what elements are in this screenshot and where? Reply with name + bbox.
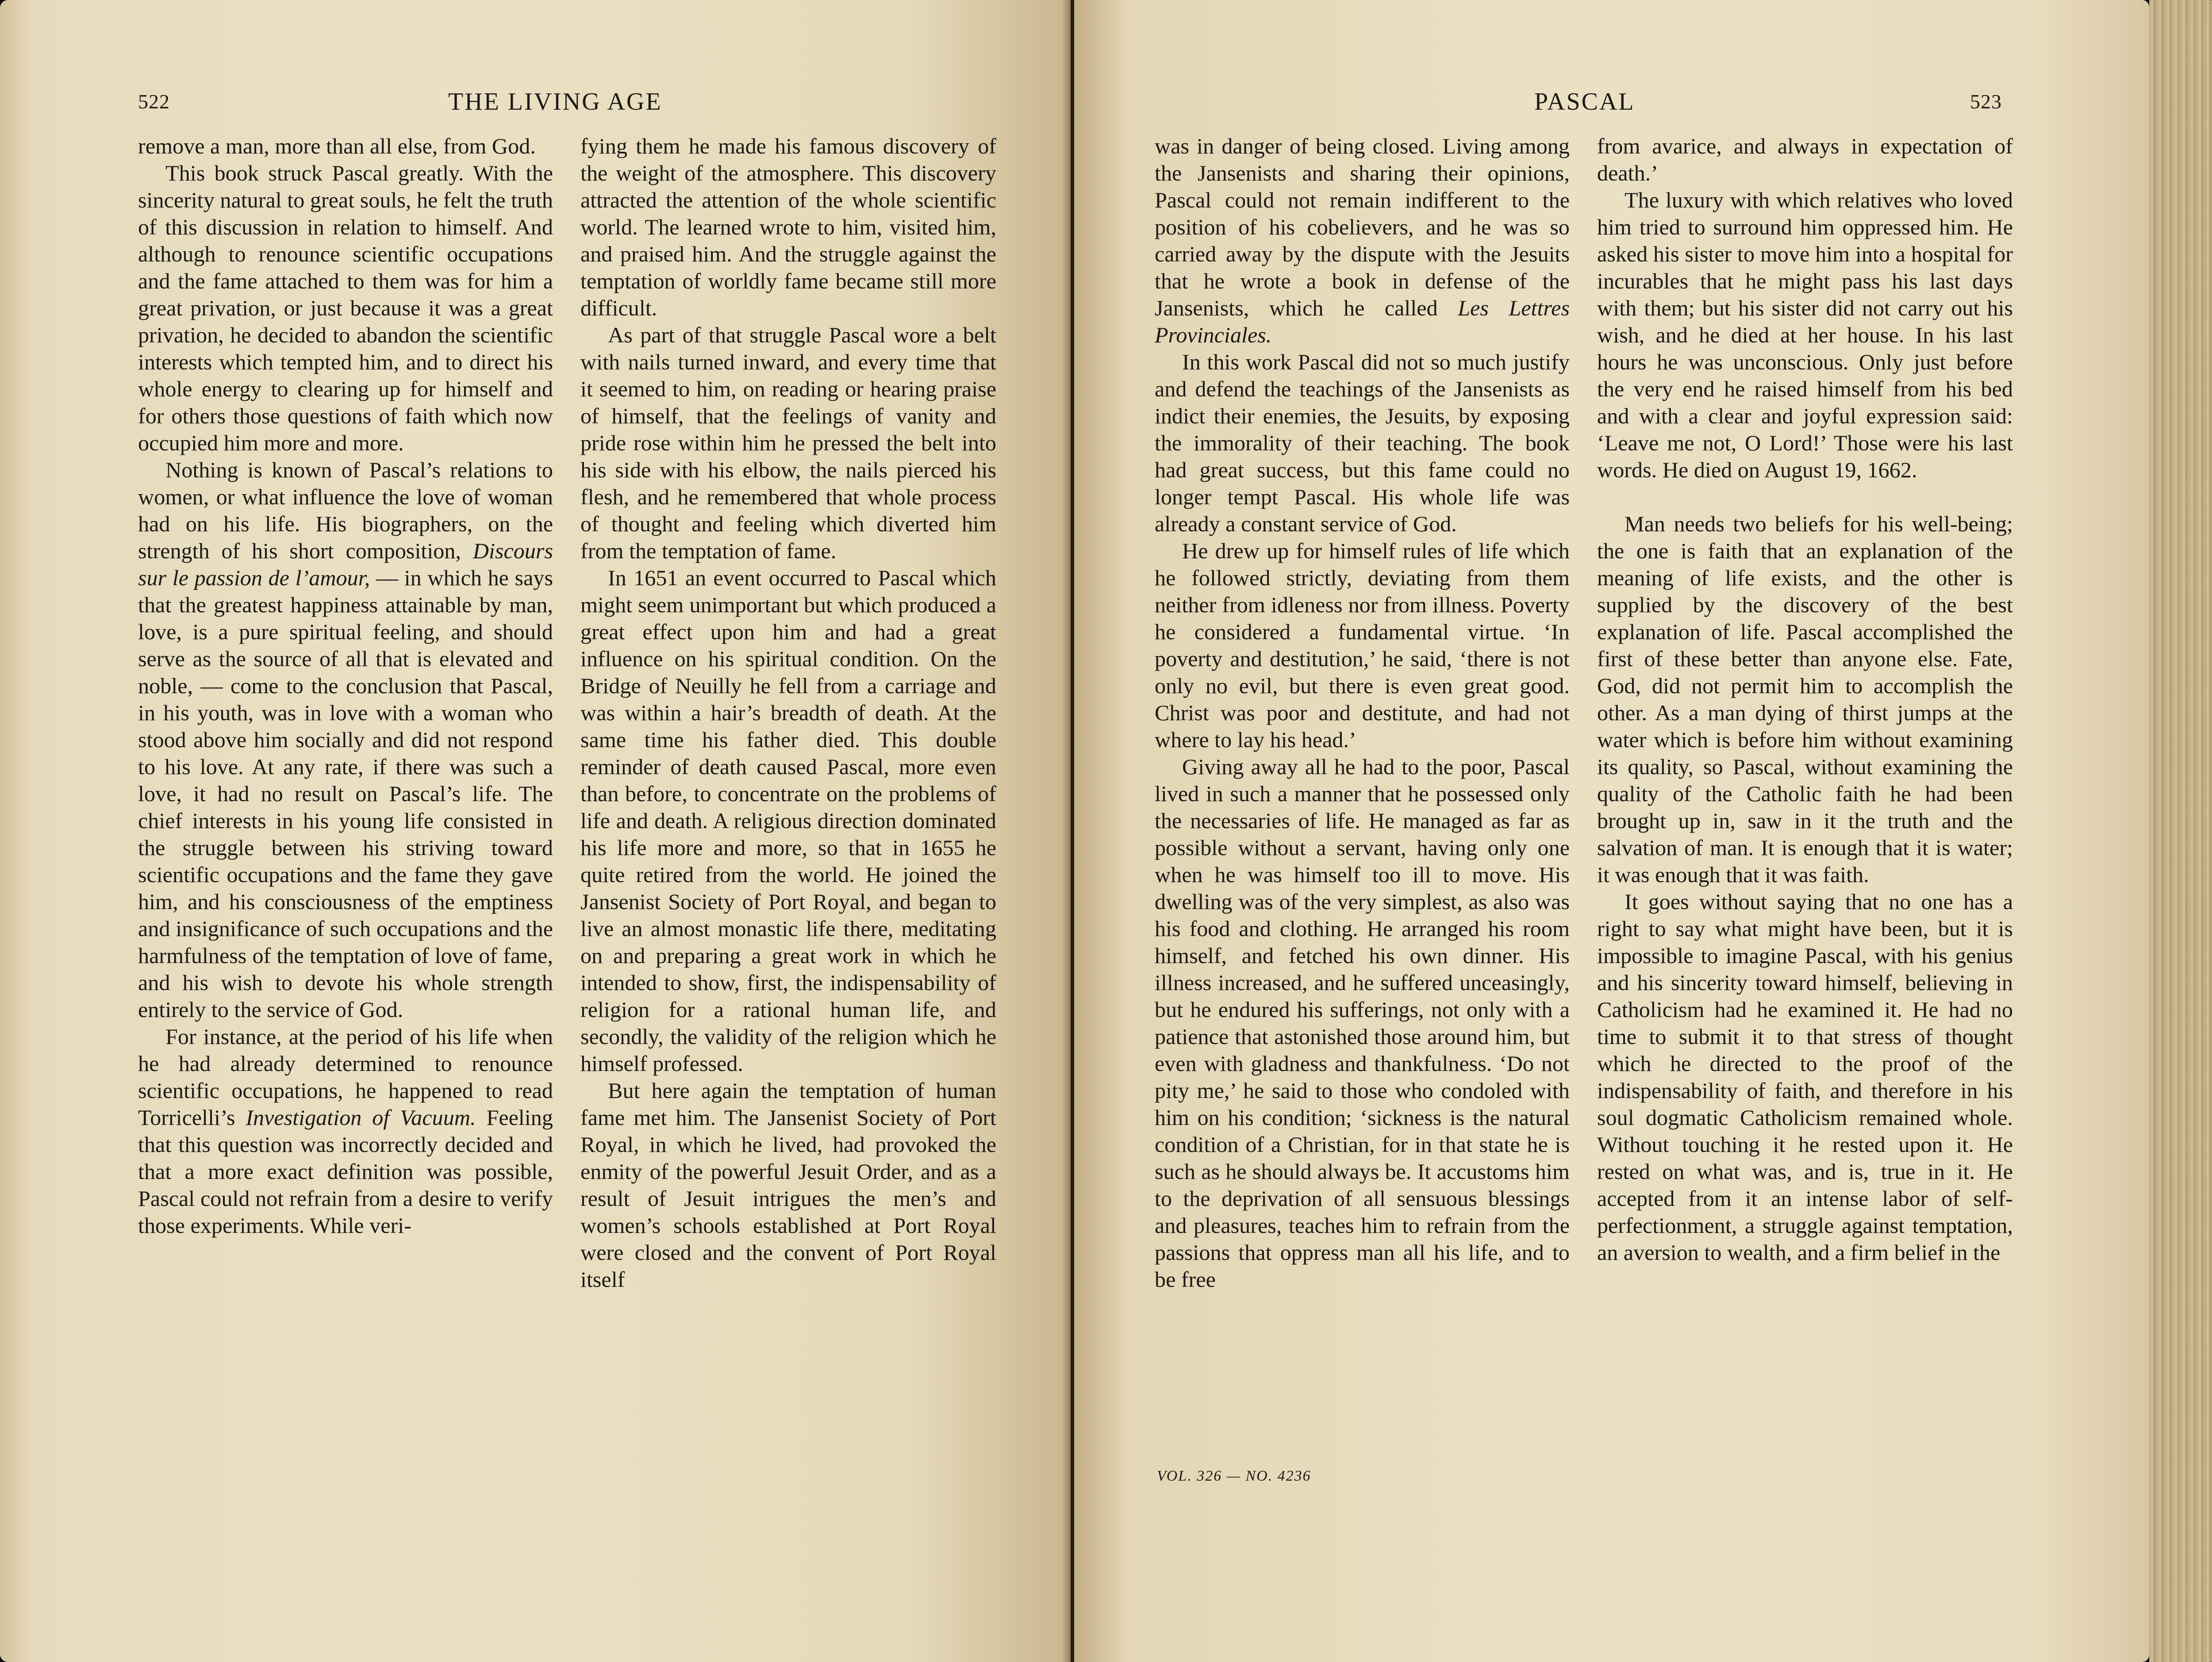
paragraph-text: — in which he says that the greatest happiness attainable by man, love, is a pure spiritual feeling, and should serve as the source of all that is elevated and noble, — come to the conclusion that Pascal, in his youth, was in love with a woman who stood above him socially and did not respond to his love. At any rate, if there was such a love, it had no result on Pascal’s life. The chief interests in his young life consisted in the struggle between his striving toward scientific occupations and the fame they gave him, and his consciousness of the emptiness and insignificance of such occupations and the harmfulness of the temptation of love of fame, and his wish to devote his whole strength entirely to the service of God.: [138, 565, 553, 1022]
left-page: [0, 0, 1071, 1662]
text-column-1: [1155, 133, 1570, 1293]
paragraph-text: Feeling that this question was incorrectly decided and that a more exact definition was possible, Pascal could not refrain from a desire to verify those experiments. While veri-: [138, 1105, 553, 1238]
paragraph: He drew up for himself rules of life which he followed strictly, deviating from them neither from idleness nor from illness. Poverty he considered a fundamental virtue. ‘In poverty and destitution,’ he said, ‘there is not only no evil, but there is even great good. Christ was poor and destitute, and had not where to lay his head.’: [1155, 538, 1570, 752]
italic-title: Discours sur le passion de l’amour,: [138, 538, 553, 590]
page-edges: [2149, 0, 2212, 1662]
paragraph: remove a man, more than all else, from God.: [138, 134, 536, 158]
paragraph: This book struck Pascal greatly. With the sincerity natural to great souls, he felt the truth of this discussion in relation to himself. And although to renounce scientific occupations and the fame attached to them was for him a great privation, or just because it was a great privation, he decided to abandon the scientific interests which tempted him, and to direct his whole energy to clearing up for himself and for others those questions of faith which now occupied him more and more.: [138, 161, 553, 455]
text-column-2: [1597, 133, 2013, 1266]
paragraph: In 1651 an event occurred to Pascal which might seem unimportant but which produced a great effect upon him and had a great influence on his spiritual condition. On the Bridge of Neuilly he fell from a carriage and was within a hair’s breadth of death. At the same time his father died. This double reminder of death caused Pascal, more even than before, to concentrate on the problems of life and death. A religious direction dominated his life more and more, so that in 1655 he quite retired from the world. He joined the Jansenist Society of Port Royal, and began to live an almost monastic life there, meditating on and preparing a great work in which he intended to show, first, the indispensability of religion for a rational human life, and secondly, the validity of the religion which he himself professed.: [580, 565, 996, 1076]
paragraph: In this work Pascal did not so much justify and defend the teachings of the Jansenists as indict their enemies, the Jesuits, by exposing the immorality of their teaching. The book had great success, but this fame could no longer tempt Pascal. His whole life was already a constant service of God.: [1155, 349, 1570, 536]
paragraph: As part of that struggle Pascal wore a belt with nails turned inward, and every time that it seemed to him, on reading or hearing praise of himself, that the feelings of vanity and pride rose within him he pressed the belt into his side with his elbow, the nails pierced his flesh, and he remembered that whole process of thought and feeling which diverted him from the temptation of fame.: [580, 322, 996, 563]
page-number: 522: [138, 90, 170, 113]
paragraph-text: Nothing is known of Pascal’s relations to women, or what influence the love of woman had on his life. His biographers, on the strength of his short composition,: [138, 457, 553, 563]
paragraph-text: was in danger of being closed. Living among the Jansenists and sharing their opinions, Pascal could not remain indifferent to the position of his cobelievers, and he was so carried away by the dispute with the Jesuits that he wrote a book in defense of the Jansenists, which he called: [1155, 134, 1570, 320]
running-head: PASCAL: [1534, 88, 1635, 115]
italic-title: Investigation of Vacuum.: [246, 1105, 476, 1130]
paragraph-text: For instance, at the period of his life when he had already determined to renounce scientific occupations, he happened to read Torricelli’s: [138, 1024, 553, 1130]
paragraph: fying them he made his famous discovery of the weight of the atmosphere. This discovery attracted the attention of the whole scientific world. The learned wrote to him, visited him, and praised him. And the struggle against the temptation of worldly fame became still more difficult.: [580, 134, 996, 320]
running-head: THE LIVING AGE: [448, 88, 662, 115]
paragraph: [138, 1023, 553, 1239]
paragraph: But here again the temptation of human fame met him. The Jansenist Society of Port Royal, in which he lived, had provoked the enmity of the powerful Jesuit Order, and as a result of Jesuit intrigues the men’s and women’s schools established at Port Royal were closed and the convent of Port Royal itself: [580, 1078, 996, 1292]
paragraph: from avarice, and always in expectation of death.’: [1597, 134, 2013, 185]
text-column-1: [138, 133, 553, 1239]
volume-footer: VOL. 326 — NO. 4236: [1157, 1468, 1311, 1484]
paragraph: The luxury with which relatives who loved him tried to surround him oppressed him. He asked his sister to move him into a hospital for incurables that he might pass his last days with them; but his sister did not carry out his wish, and he died at her house. In his last hours he was unconscious. Only just before the very end he raised himself from his bed and with a clear and joyful expression said: ‘Leave me not, O Lord!’ Those were his last words. He died on August 19, 1662.: [1597, 188, 2013, 482]
paragraph: It goes without saying that no one has a right to say what might have been, but it is impossible to imagine Pascal, with his genius and his sincerity toward himself, believing in Catholicism had he examined it. He had no time to submit it to that stress of thought which he directed to the proof of the indispensability of faith, and therefore in his soul dogmatic Catholicism remained whole. Without touching it he rested upon it. He rested on what was, and is, true in it. He accepted from it an intense labor of self-perfectionment, a struggle against temptation, an aversion to wealth, and a firm belief in the: [1597, 889, 2013, 1265]
paragraph: Man needs two beliefs for his well-being; the one is faith that an explanation of the meaning of life exists, and the other is supplied by the discovery of the best explanation of life. Pascal accomplished the first of these better than anyone else. Fate, God, did not permit him to accomplish the other. As a man dying of thirst jumps at the water which is before him without examining its quality, so Pascal, without examining the quality of the Catholic faith he had been brought up in, saw in it the truth and the salvation of man. It is enough that it is water; it was enough that it was faith.: [1597, 511, 2013, 887]
right-page: [1074, 0, 2149, 1662]
paragraph: [1155, 133, 1570, 349]
paragraph: Giving away all he had to the poor, Pascal lived in such a manner that he possessed only the necessaries of life. He managed as far as possible without a servant, having only one when he was himself too ill to move. His dwelling was of the very simplest, as also was his food and clothing. He arranged his room himself, and fetched his own dinner. His illness increased, and he suffered unceasingly, but he endured his sufferings, not only with a patience that astonished those around him, but even with gladness and thankfulness. ‘Do not pity me,’ he said to those who condoled with him on his condition; ‘sickness is the natural condition of a Christian, for in that state he is such as he should always be. It accustoms him to the deprivation of all sensuous blessings and pleasures, teaches him to refrain from the passions that oppress man all his life, and to be free: [1155, 754, 1570, 1292]
italic-title: Les Lettres Provinciales.: [1155, 296, 1570, 347]
page-number: 523: [1970, 90, 2002, 113]
text-column-2: [580, 133, 996, 1293]
paragraph: [138, 457, 553, 1023]
